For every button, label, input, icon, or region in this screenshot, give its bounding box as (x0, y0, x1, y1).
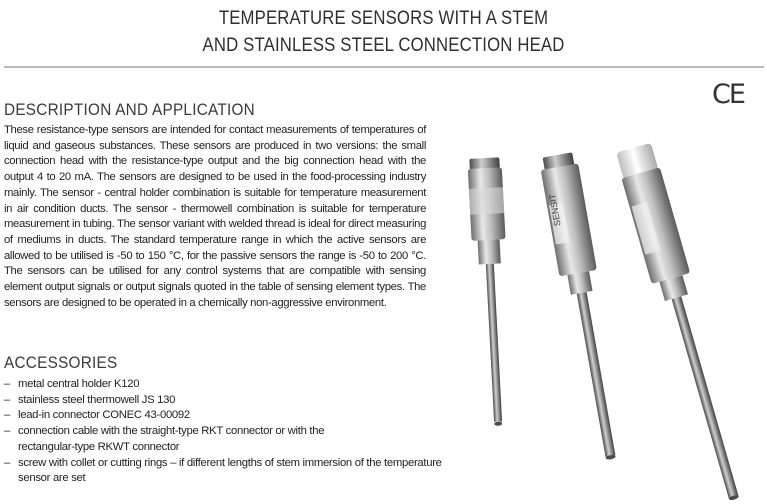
sensor-small-head (467, 157, 515, 426)
list-item: – screw with collet or cutting rings – if different lengths of stem immersion of the temperature sensor are set (4, 456, 442, 485)
title-line-2: AND STAINLESS STEEL CONNECTION HEAD (202, 35, 565, 56)
title-divider (4, 66, 764, 68)
description-text: These resistance-type sensors are intended for contact measurements of temperatures of liquid and gaseous substances. These sensors are produced in two versions: the small connection head with the resistance-type output and the big connection head with the output 4 to 20 mA. The sensors are designed to be used in the food-processing industry mainly. The sensor - central holder combination is suitable for temperature measurement in air condition ducts. The sensor - thermowell combination is suitable for temperature measurement in tubing. The sensor variant with welded thread is ideal for direct measuring of mediums in ducts. The standard temperature range in which the active sensors are allowed to be utilised is -50 to 150 °C, for the passive sensors the range is -50 to 200 °C. The sensors can be utilised for any control systems that are compatible with sensing element output signals or output signals quoted in the table of sensing element types. The sensors are designed to be operated in a chemically non-aggressive environment. (4, 124, 426, 309)
ce-mark-icon: CE (712, 79, 744, 110)
sensor-big-head (614, 142, 753, 504)
sensor-product-photo (440, 140, 767, 504)
accessories-heading: ACCESSORIES (4, 353, 118, 372)
list-item: – connection cable with the straight-type RKT connector or with the rectangular-type RKWT connector (4, 425, 325, 453)
sensor-sensit (539, 152, 630, 463)
list-item: – stainless steel thermowell JS 130 (4, 393, 176, 406)
page-title (46, 5, 721, 59)
title-line-1: TEMPERATURE SENSORS WITH A STEM (218, 8, 549, 29)
list-item: – lead-in connector CONEC 43-00092 (4, 409, 190, 422)
list-item: – metal central holder K120 (4, 378, 140, 390)
description-heading: DESCRIPTION AND APPLICATION (4, 100, 256, 119)
accessories-list (4, 377, 444, 487)
sensit-brand-label: SENSIT (547, 193, 563, 227)
